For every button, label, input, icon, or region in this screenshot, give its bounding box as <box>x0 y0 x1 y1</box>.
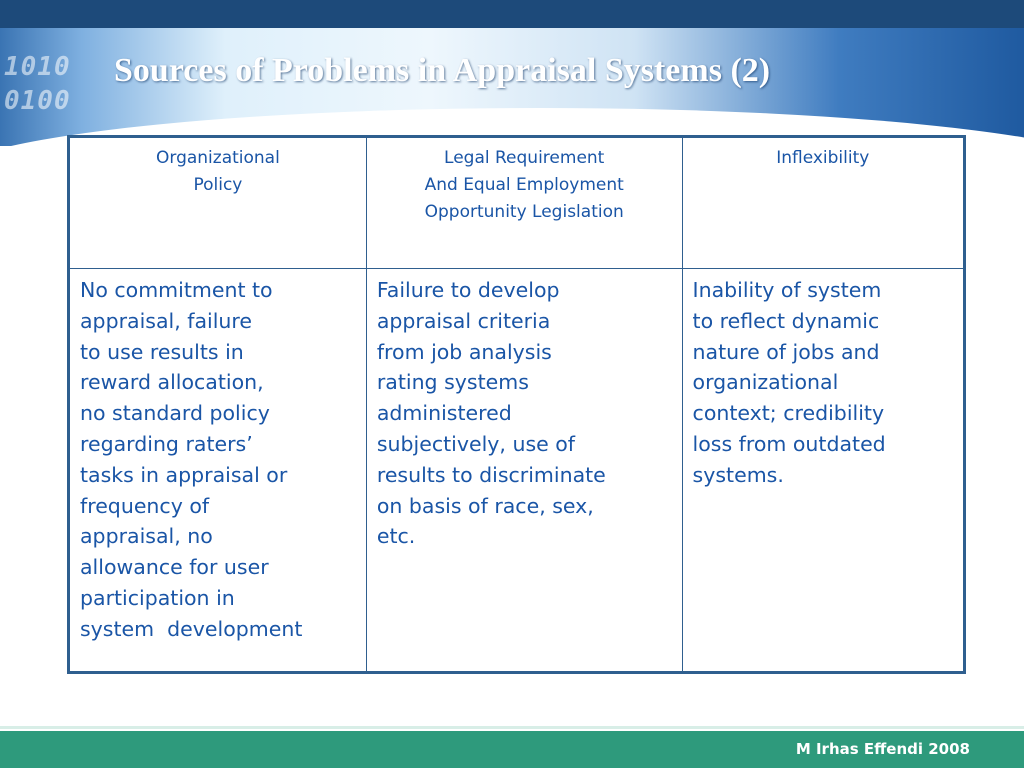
cell-line: nature of jobs and <box>692 339 880 364</box>
cell-line: participation in <box>80 585 235 610</box>
cell-line: etc. <box>376 524 416 549</box>
cell-line: on basis of race, sex, <box>376 493 594 518</box>
cell-line: administered <box>376 401 512 426</box>
table-header-row <box>70 138 964 269</box>
cell-line: context; credibility <box>692 401 885 426</box>
cell-line: No commitment to <box>80 278 273 302</box>
body-cell-legal-requirement <box>366 269 682 672</box>
cell-line: Policy <box>193 175 243 195</box>
binary-line: 0100 <box>4 86 71 116</box>
cell-line: appraisal, no <box>80 524 213 549</box>
cell-line: to use results in <box>80 339 244 364</box>
table-row <box>70 269 964 672</box>
cell-line: rating systems <box>376 370 529 395</box>
header-cell-inflexibility <box>682 138 963 269</box>
body-cell-inflexibility <box>682 269 963 672</box>
cell-line: tasks in appraisal or <box>80 462 288 487</box>
cell-line: results to discriminate <box>376 462 606 487</box>
cell-line: Inflexibility <box>776 148 870 168</box>
cell-line: no standard policy <box>80 401 270 426</box>
footer-band <box>0 731 1024 768</box>
cell-line: Opportunity Legislation <box>424 202 624 222</box>
cell-line: reward allocation, <box>80 370 264 395</box>
cell-line: regarding raters’ <box>80 431 253 456</box>
cell-line: Failure to develop <box>376 278 560 302</box>
cell-line: frequency of <box>80 493 210 518</box>
footer-divider <box>0 726 1024 729</box>
cell-line: loss from outdated <box>692 431 886 456</box>
footer-author: M Irhas Effendi 2008 <box>795 740 970 758</box>
top-strip <box>0 0 1024 28</box>
cell-lines <box>693 275 959 491</box>
cell-line: from job analysis <box>376 339 552 364</box>
cell-line: system development <box>80 616 303 641</box>
slide-title: Sources of Problems in Appraisal Systems (2) <box>114 52 771 89</box>
cell-lines <box>377 275 678 552</box>
cell-line: appraisal, failure <box>80 308 252 333</box>
cell-line: appraisal criteria <box>376 308 551 333</box>
cell-line: subjectively, use of <box>376 431 576 456</box>
header-cell-organizational-policy <box>70 138 367 269</box>
cell-line: Legal Requirement <box>444 148 605 168</box>
cell-lines <box>373 145 676 226</box>
cell-line: organizational <box>692 370 839 395</box>
cell-lines <box>76 145 360 199</box>
binary-decoration <box>4 50 71 118</box>
header-cell-legal-requirement <box>366 138 682 269</box>
cell-lines <box>80 275 362 645</box>
problems-table <box>67 135 966 674</box>
cell-line: to reflect dynamic <box>692 308 880 333</box>
cell-line: Inability of system <box>692 278 882 302</box>
cell-line: allowance for user <box>80 555 269 580</box>
body-cell-organizational-policy <box>70 269 367 672</box>
table-grid <box>69 137 964 672</box>
cell-line: Organizational <box>156 148 280 168</box>
binary-line: 1010 <box>4 52 71 82</box>
cell-line: systems. <box>692 462 784 487</box>
cell-lines <box>689 145 957 172</box>
cell-line: And Equal Employment <box>424 175 624 195</box>
